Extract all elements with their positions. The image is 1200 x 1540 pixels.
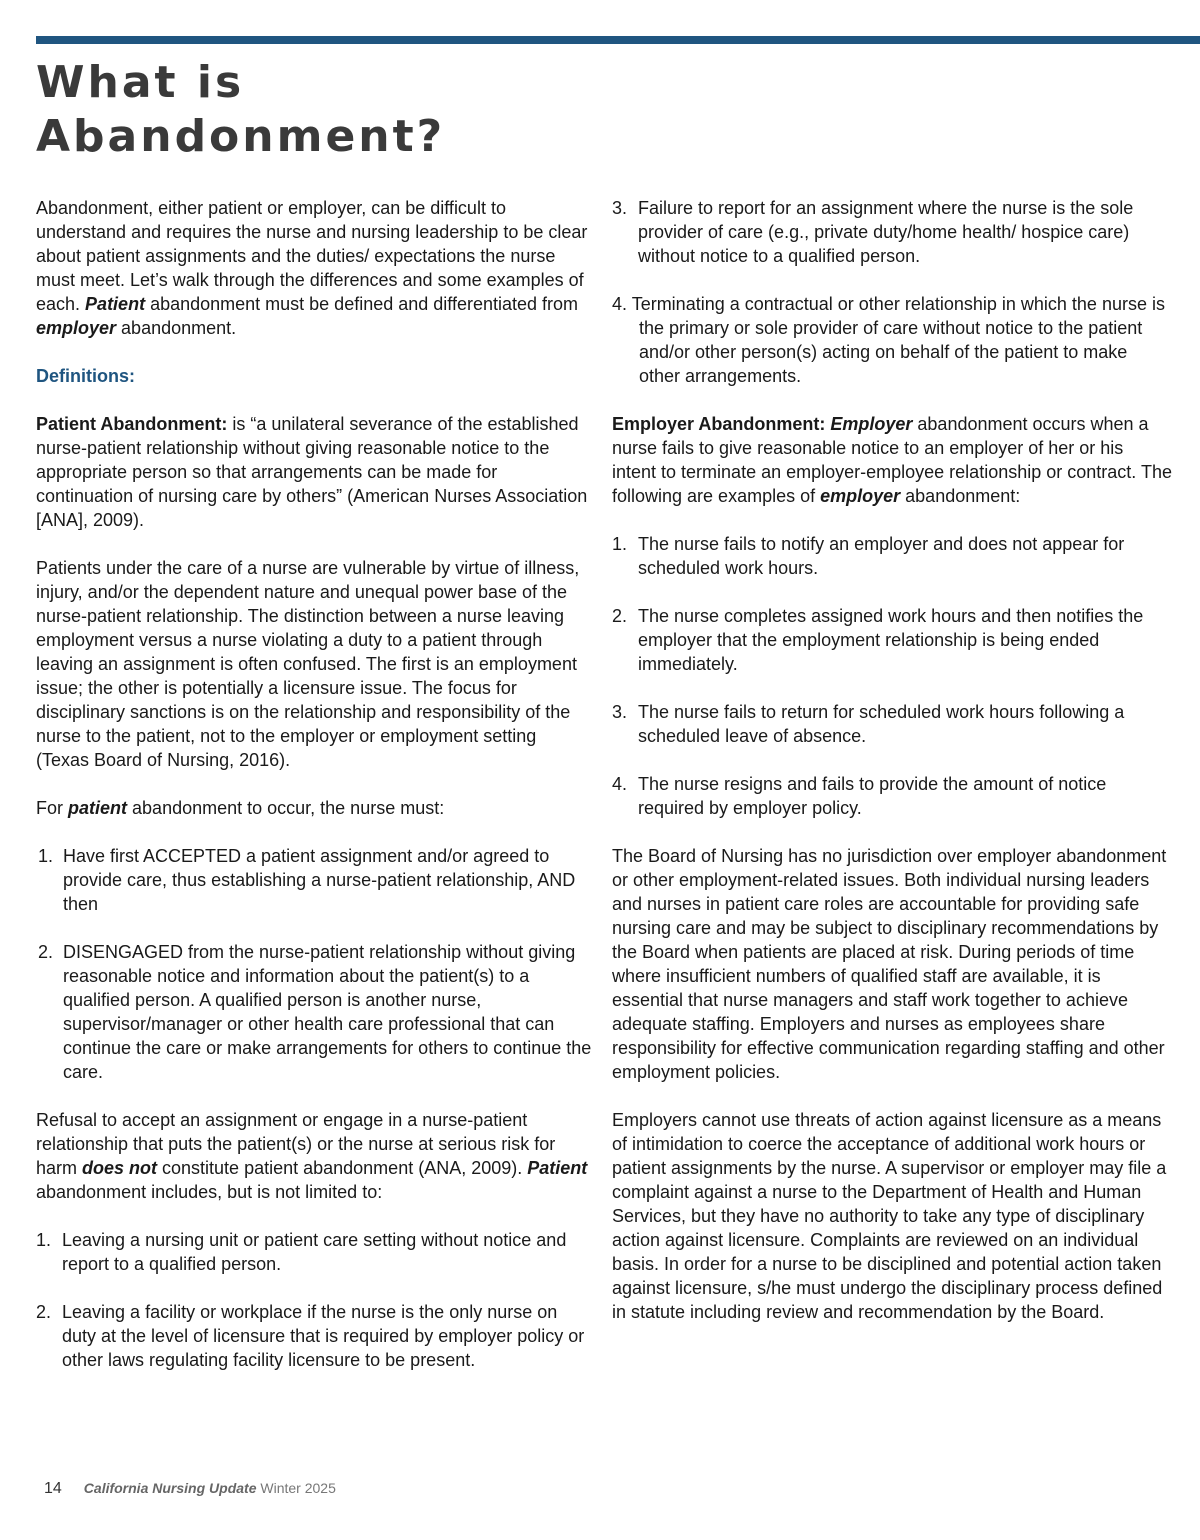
employer-abandonment-text-2: abandonment: xyxy=(900,486,1021,506)
list-item xyxy=(36,1228,592,1276)
intro-text: Abandonment, either patient or employer, can be difficult to understand and requires the nurse and nursing leadership to be clear about patient assignments and the duties/ expectations the nurse must meet. Let’s walk through the differences and some examples of each. xyxy=(36,198,588,314)
list-item xyxy=(36,1300,592,1372)
refusal-text-3: abandonment includes, but is not limited to: xyxy=(36,1182,383,1202)
list-text: The nurse resigns and fails to provide the amount of notice required by employer policy. xyxy=(638,774,1107,818)
list-number: 2. xyxy=(36,1302,52,1322)
issue-season: Winter 2025 xyxy=(256,1480,336,1496)
list-number: 2. xyxy=(612,606,628,626)
employer-abandonment-definition xyxy=(612,412,1172,508)
employers-paragraph: Employers cannot use threats of action against licensure as a means of intimidation to coerce the acceptance of additional work hours or patient assignments by the nurse. A supervisor or employer may file a complaint against a nurse to the Department of Health and Human Services, but they have no authority to take any type of disciplinary action against licensure. Complaints are reviewed on an individual basis. In order for a nurse to be disciplined and potential action taken against licensure, s/he must undergo the disciplinary process defined in statute including review and recommendation by the Board. xyxy=(612,1110,1167,1322)
list-number: 2. xyxy=(38,942,54,962)
list-item xyxy=(36,844,592,916)
occur-paragraph xyxy=(36,796,592,820)
intro-text-2: abandonment must be defined and differentiated from xyxy=(145,294,579,314)
list-item xyxy=(612,196,1172,268)
intro-paragraph xyxy=(36,196,592,340)
list-item xyxy=(36,940,592,1084)
refusal-text: Refusal to accept an assignment or engage in a nurse-patient relationship that puts the patient(s) or the nurse at serious risk for harm xyxy=(36,1110,556,1178)
list-text: Leaving a nursing unit or patient care setting without notice and report to a qualified person. xyxy=(62,1230,567,1274)
page-title xyxy=(36,56,445,164)
board-paragraph: The Board of Nursing has no jurisdiction over employer abandonment or other employment-related issues. Both individual nursing leaders and nurses in patient care roles are accountable for providing safe nursing care and may be subject to disciplinary recommendations by the Board when patients are placed at risk. During periods of time where insufficient numbers of qualified staff are available, it is essential that nurse managers and staff work together to achieve adequate staffing. Employers and nurses as employees share responsibility for effective communication regarding staffing and other employment policies. xyxy=(612,846,1167,1082)
list-number: 1. xyxy=(36,1230,52,1250)
list-text: The nurse completes assigned work hours and then notifies the employer that the employment relationship is being ended immediately. xyxy=(638,606,1144,674)
vulnerable-paragraph: Patients under the care of a nurse are vulnerable by virtue of illness, injury, and/or the dependent nature and unequal power base of the nurse-patient relationship. The distinction between a nurse leaving employment versus a nurse violating a duty to a patient through leaving an assignment is often confused. The first is an employment issue; the other is potentially a licensure issue. The focus for disciplinary sanctions is on the relationship and responsibility of the nurse to the patient, not to the employer or employment setting (Texas Board of Nursing, 2016). xyxy=(36,558,580,770)
occur-text: For xyxy=(36,798,69,818)
employer-abandonment-label: Employer Abandonment: xyxy=(612,414,826,434)
left-column xyxy=(36,196,592,1396)
refusal-emphasis-patient: Patient xyxy=(527,1158,588,1178)
patient-abandonment-definition xyxy=(36,412,592,532)
list-text: The nurse fails to notify an employer and does not appear for scheduled work hours. xyxy=(638,534,1125,578)
list-item-4: 4. Terminating a contractual or other relationship in which the nurse is the primary or sole provider of care without notice to the patient and/or other person(s) acting on behalf of the patient to make other arrangements. xyxy=(612,294,1165,386)
top-accent-rule xyxy=(36,36,1200,44)
list-number: 3. xyxy=(612,702,628,722)
occur-emphasis: patient xyxy=(68,798,128,818)
list-item xyxy=(612,772,1172,820)
list-text: DISENGAGED from the nurse-patient relationship without giving reasonable notice and information about the patient(s) to a qualified person. A qualified person is another nurse, supervisor/manager or other health care professional that can continue the care or make arrangements for others to continue the care. xyxy=(63,942,592,1082)
employer-abandonment-text: abandonment occurs when a nurse fails to give reasonable notice to an employer of her or his intent to terminate an employer-employee relationship or contract. The following are examples of xyxy=(612,414,1172,506)
publication-name: California Nursing Update xyxy=(83,1480,257,1496)
employer-emphasis-2: employer xyxy=(820,486,901,506)
title-line-1: What is xyxy=(36,57,245,108)
refusal-emphasis-does-not: does not xyxy=(82,1158,158,1178)
definitions-heading: Definitions: xyxy=(36,366,135,386)
patient-abandonment-label: Patient Abandonment: xyxy=(36,414,228,434)
list-number: 1. xyxy=(612,534,628,554)
refusal-paragraph xyxy=(36,1108,592,1204)
list-number: 4. xyxy=(612,774,628,794)
list-item xyxy=(612,532,1172,580)
list-item xyxy=(612,604,1172,676)
list-item xyxy=(612,700,1172,748)
list-text: Leaving a facility or workplace if the nurse is the only nurse on duty at the level of licensure that is required by employer policy or other laws regulating facility licensure to be present. xyxy=(62,1302,585,1370)
title-line-2: Abandonment? xyxy=(36,111,446,162)
list-text: The nurse fails to return for scheduled work hours following a scheduled leave of absence. xyxy=(638,702,1125,746)
right-column xyxy=(612,196,1172,1348)
list-text: Have first ACCEPTED a patient assignment and/or agreed to provide care, thus establishing a nurse-patient relationship, AND then xyxy=(63,846,576,914)
list-number: 3. xyxy=(612,198,628,218)
intro-text-3: abandonment. xyxy=(116,318,237,338)
intro-emphasis-patient: Patient xyxy=(85,294,146,314)
employer-emphasis: Employer xyxy=(830,414,913,434)
patient-abandonment-text: is “a unilateral severance of the established nurse-patient relationship without giving reasonable notice to the appropriate person so that arrangements can be made for continuation of nursing care by others” (American Nurses Association [ANA], 2009). xyxy=(36,414,588,530)
intro-emphasis-employer: employer xyxy=(36,318,117,338)
page-number: 14 xyxy=(44,1480,62,1497)
list-number: 1. xyxy=(38,846,54,866)
list-text: Failure to report for an assignment where the nurse is the sole provider of care (e.g., private duty/home health/ hospice care) without notice to a qualified person. xyxy=(638,198,1134,266)
refusal-text-2: constitute patient abandonment (ANA, 2009). xyxy=(157,1158,528,1178)
page-footer xyxy=(44,1480,336,1498)
occur-text-2: abandonment to occur, the nurse must: xyxy=(127,798,445,818)
